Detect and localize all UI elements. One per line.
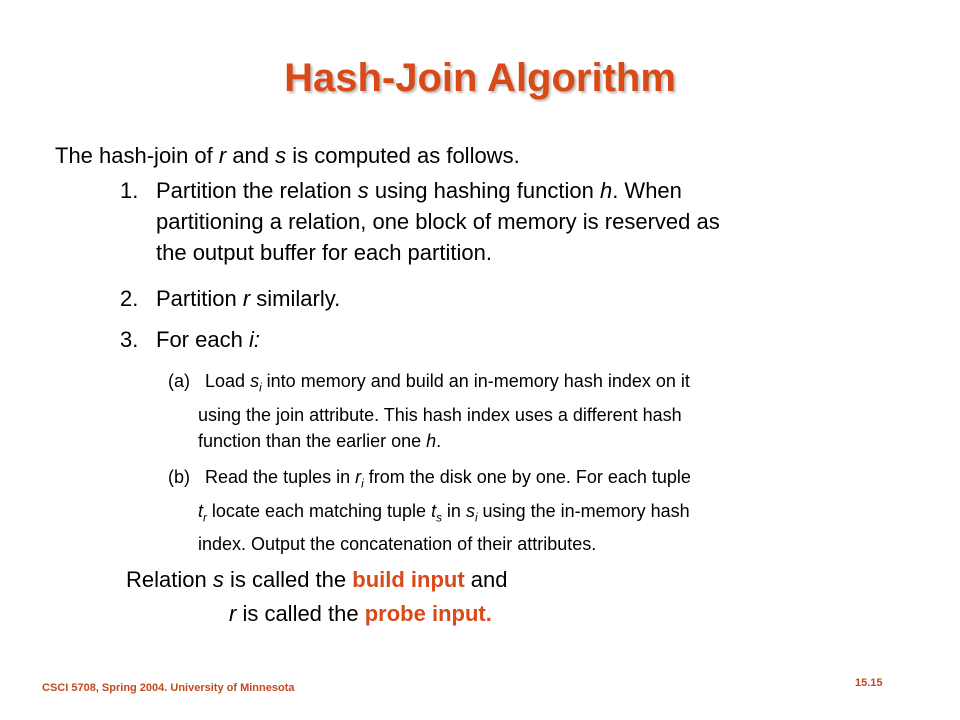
- substep-b: (b) Read the tuples in $r_i$ from the disk one by one. For each tuple $t_r$ locate each matching tuple $t_s$ in $s_i$ using the in-memory hash index. Output the concatenation of their attributes.: [168, 467, 691, 555]
- step-text: Partition the relation s using hashing function h. When partitioning a relation, one block of memory is reserved as the output buffer for each partition.: [156, 178, 720, 265]
- build-input-highlight: build input: [352, 567, 465, 592]
- substep-label: (a): [168, 371, 190, 391]
- step-number: 3.: [120, 327, 139, 352]
- step-number: 2.: [120, 286, 139, 311]
- slide-title: Hash-Join Algorithm: [284, 56, 676, 100]
- summary-line-1: Relation s is called the build input and: [126, 567, 508, 592]
- step-text: For each i:: [156, 327, 260, 352]
- substep-a: (a) Load $s_i$ into memory and build an in-memory hash index on it using the join attribute. This hash index uses a different hash function than the earlier one h.: [168, 371, 690, 451]
- summary-line-2: r is called the probe input.: [229, 601, 492, 626]
- footer-course: CSCI 5708, Spring 2004. University of Minnesota: [42, 682, 295, 694]
- step-text: Partition r similarly.: [156, 286, 341, 311]
- footer-page-number: 15.15: [855, 677, 883, 689]
- step-number: 1.: [120, 178, 139, 203]
- probe-input-highlight: probe input.: [364, 601, 492, 626]
- substep-label: (b): [168, 467, 190, 487]
- intro-text: The hash-join of r and s is computed as follows.: [55, 143, 520, 168]
